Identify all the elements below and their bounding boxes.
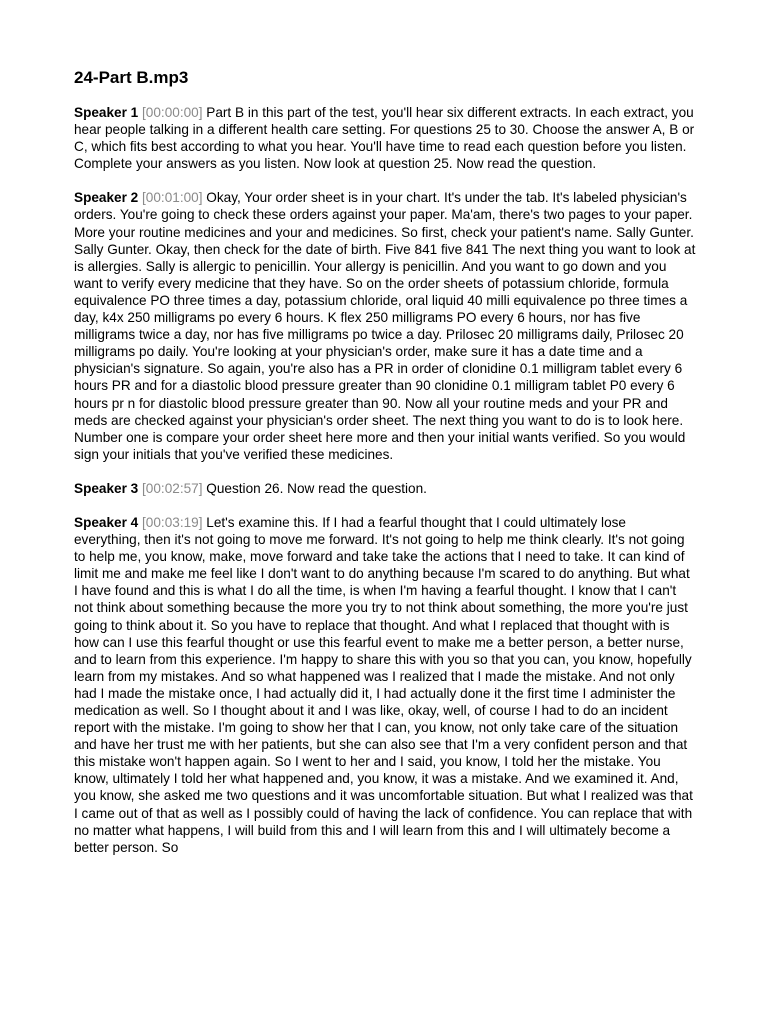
timestamp: [00:01:00]	[142, 190, 203, 206]
segment-text: Okay, Your order sheet is in your chart. It's under the tab. It's labeled physician's orders. You're going to check these orders against your paper. Ma'am, there's two pages to your paper. More your routine medicines and your and medicines. So first, check your patient's name. Sally Gunter. Sally Gunter. Okay, then check for the date of birth. Five 841 five 841 The next thing you want to look at is allergies. Sally is allergic to penicillin. Your allergy is penicillin. And you want to go down and you want to verify every medicine that they have. So on the order sheets of potassium chloride, formula equivalence PO three times a day, potassium chloride, oral liquid 40 milli equivalence po three times a day, k4x 250 milligrams po every 6 hours. K flex 250 milligrams PO every 6 hours, nor has five milligrams twice a day, nor has five milligrams po twice a day. Prilosec 20 milligrams daily, Prilosec 20 milligrams po daily. You're looking at your physician's order, make sure it has a date time and a physician's signature. So again, you're also has a PR in order of clonidine 0.1 milligram tablet every 6 hours PR and for a diastolic blood pressure greater than 90 clonidine 0.1 milligram tablet P0 every 6 hours pr n for diastolic blood pressure greater than 90. Now all your routine meds and your PR and meds are checked against your physician's order sheet. The next thing you want to do is to look here. Number one is compare your order sheet here more and then your initial wants verified. So you would sign your initials that you've verified these medicines.	[74, 190, 696, 462]
transcript-segment-2	[74, 189, 696, 463]
speaker-label: Speaker 1	[74, 105, 139, 120]
timestamp: [00:00:00]	[142, 105, 203, 120]
segment-text: Part B in this part of the test, you'll hear six different extracts. In each extract, you hear people talking in a different health care setting. For questions 25 to 30. Choose the answer A, B or C, which fits best according to what you hear. You'll have time to read each question before you listen. Complete your answers as you listen. Now look at question 25. Now read the question.	[74, 105, 695, 172]
segment-text: Let's examine this. If I had a fearful thought that I could ultimately lose everything, then it's not going to move me forward. It's not going to help me think clearly. It's not going to help me, you know, make, move forward and take take the actions that I need to take. It can kind of limit me and make me feel like I don't want to do anything because I'm scared to do anything. But what I have found and this is what I do all the time, is when I'm having a fearful thought. I know that I can't not think about something because the more you try to not think about something, the more you're just going to think about it. So you have to replace that thought. And what I replaced that thought with is how can I use this fearful thought or use this fearful event to make me a better person, a better nurse, and to learn from this experience. I'm happy to share this with you so that you can, you know, hopefully learn from my mistakes. And so what happened was I realized that I made the mistake. And not only had I made the mistake once, I had actually did it, I had actually done it the first time I administer the medication as well. So I thought about it and I was like, okay, well, of course I had to do an incident report with the mistake. I'm going to show her that I can, you know, not only take care of the situation and have her trust me with her patients, but she can also see that I'm a very confident person and that this mistake won't happen again. So I went to her and I said, you know, I told her the mistake. You know, ultimately I told her what happened and, you know, it was a mistake. And we examined it. And, you know, she asked me two questions and it was uncomfortable situation. But what I realized was that I came out of that as well as I possibly could of having the lack of confidence. You can replace that with no matter what happens, I will build from this and I will learn from this and I will ultimately become a better person. So	[74, 514, 693, 855]
transcript-segment-4	[74, 514, 696, 856]
document-title: 24-Part B.mp3	[74, 68, 189, 87]
timestamp: [00:02:57]	[142, 480, 203, 496]
timestamp: [00:03:19]	[142, 514, 203, 530]
transcript-segment-3	[74, 480, 696, 497]
speaker-label: Speaker 4	[74, 514, 139, 530]
transcript-page	[74, 68, 696, 873]
segment-text: Question 26. Now read the question.	[206, 480, 427, 496]
speaker-label: Speaker 3	[74, 480, 139, 496]
speaker-label: Speaker 2	[74, 190, 139, 206]
transcript-segment-1	[74, 104, 696, 172]
